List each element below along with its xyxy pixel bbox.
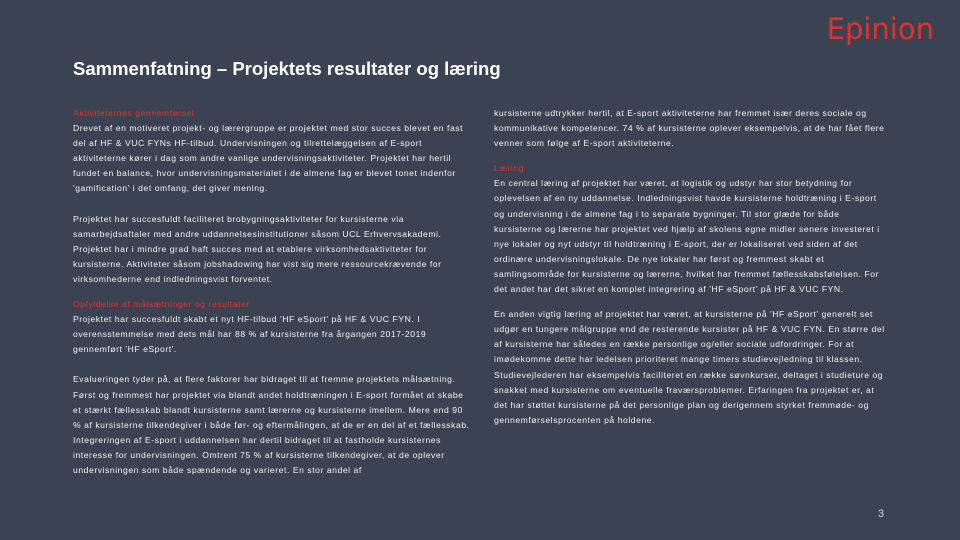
page-number: 3 <box>878 508 885 520</box>
right-column <box>494 106 890 428</box>
paragraph-goals-1: Projektet har succesfuldt skabt et nyt HF-tilbud 'HF eSport' på HF & VUC FYN. I overensstemmelse med dets mål har 88 % af kursisterne fra årgangen 2017-2019 gennemført 'HF eSport'. <box>73 314 427 355</box>
paragraph-learning-1: En central læring af projektet har været, at logistik og udstyr har stor betydning for oplevelsen af en ny uddannelse. Indledningsvist havde kursisterne holdtræning i E-sport og undervisning i de almene fag i to separate bygninger. Til stor glæde for både kursisterne og lærerne har projektet ved hjælp af skolens egne midler senere investeret i nye lokaler og nyt udstyr til holdtræning i E-sport, der er lokaliseret ved siden af det ordinære undervisningslokale. De nye lokaler har først og fremmest skabt et samlingsområde for kursisterne og lærerne, hvilket har fremmet fællesskabsfølelsen. For det andet har det sikret en komplet integrering af 'HF eSport' på HF & VUC FYN. <box>494 178 880 295</box>
paragraph-learning-2: En anden vigtig læring af projektet har været, at kursisterne på 'HF eSport' generelt set udgør en tungere målgruppe end de resterende kursister på HF & VUC FYN. En større del af kursisterne har således en række personlige og/eller sociale udfordringer. For at imødekomme dette har ledelsen prioriteret mange timers studievejledning til klassen. Studievejlederen har eksempelvis faciliteret en række søvnkurser, deltaget i studieture og snakket med kursisterne om eventuelle fraværsproblemer. Erfaringen fra projektet er, at det har støttet kursisterne på det personlige plan og derigennem styrket fremmøde- og gennemførselsprocenten på holdene. <box>494 309 885 425</box>
epinion-logo: Epinion <box>826 12 934 46</box>
section-heading-learning: Læring <box>494 163 525 174</box>
page-title: Sammenfatning – Projektets resultater og læring <box>73 58 501 79</box>
section-heading-goals: Opfyldelse af målsætninger og resultater <box>73 299 250 310</box>
left-column <box>73 106 473 478</box>
paragraph-goals-2: Evalueringen tyder på, at flere faktorer har bidraget til at fremme projektets målsætning. Først og fremmest har projektet via blandt andet holdtræningen i E-sport formået at skabe et stærkt fællesskab blandt kursisterne samt lærerne og kursisterne imellem. Mere end 90 % af kursisterne tilkendegiver i både før- og eftermålingen, at de er en del af et fællesskab. Integreringen af E-sport i uddannelsen har dertil bidraget til at fastholde kursisternes interesse for undervisningen. Omtrent 75 % af kursisterne tilkendegiver, at de oplever undervisningen som både spændende og varieret. En stor andel af <box>73 374 470 475</box>
paragraph-activities-2: Projektet har succesfuldt faciliteret brobygningsaktiviteter for kursisterne via samarbejdsaftaler med andre uddannelsesinstitutioner såsom UCL Erhvervsakademi. Projektet har i mindre grad haft succes med at etablere virksomhedsaktiviteter for kursisterne. Aktiviteter såsom jobshadowing har vist sig mere ressourcekrævende for virksomhederne end indledningsvist forventet. <box>73 213 442 284</box>
paragraph-continued: kursisterne udtrykker hertil, at E-sport aktiviteterne har fremmet især deres sociale og kommunikative kompetencer. 74 % af kursisterne oplever eksempelvis, at de har fået flere venner som følge af E-sport aktiviteterne. <box>494 108 885 149</box>
paragraph-activities-1: Drevet af en motiveret projekt- og lærergruppe er projektet med stor succes blevet en fast del af HF & VUC FYNs HF-tilbud. Undervisningen og tilrettelæggelsen af E-sport aktiviteterne kører i dag som andre vanlige undervisningsaktiviteter. Projektet har hertil fundet en balance, hvor undervisningsmaterialet i de almene fag er blevet tonet indenfor 'gamification' i det omfang, det giver mening. <box>73 123 464 194</box>
section-heading-activities: Aktiviteternes gennemførsel <box>73 108 195 118</box>
